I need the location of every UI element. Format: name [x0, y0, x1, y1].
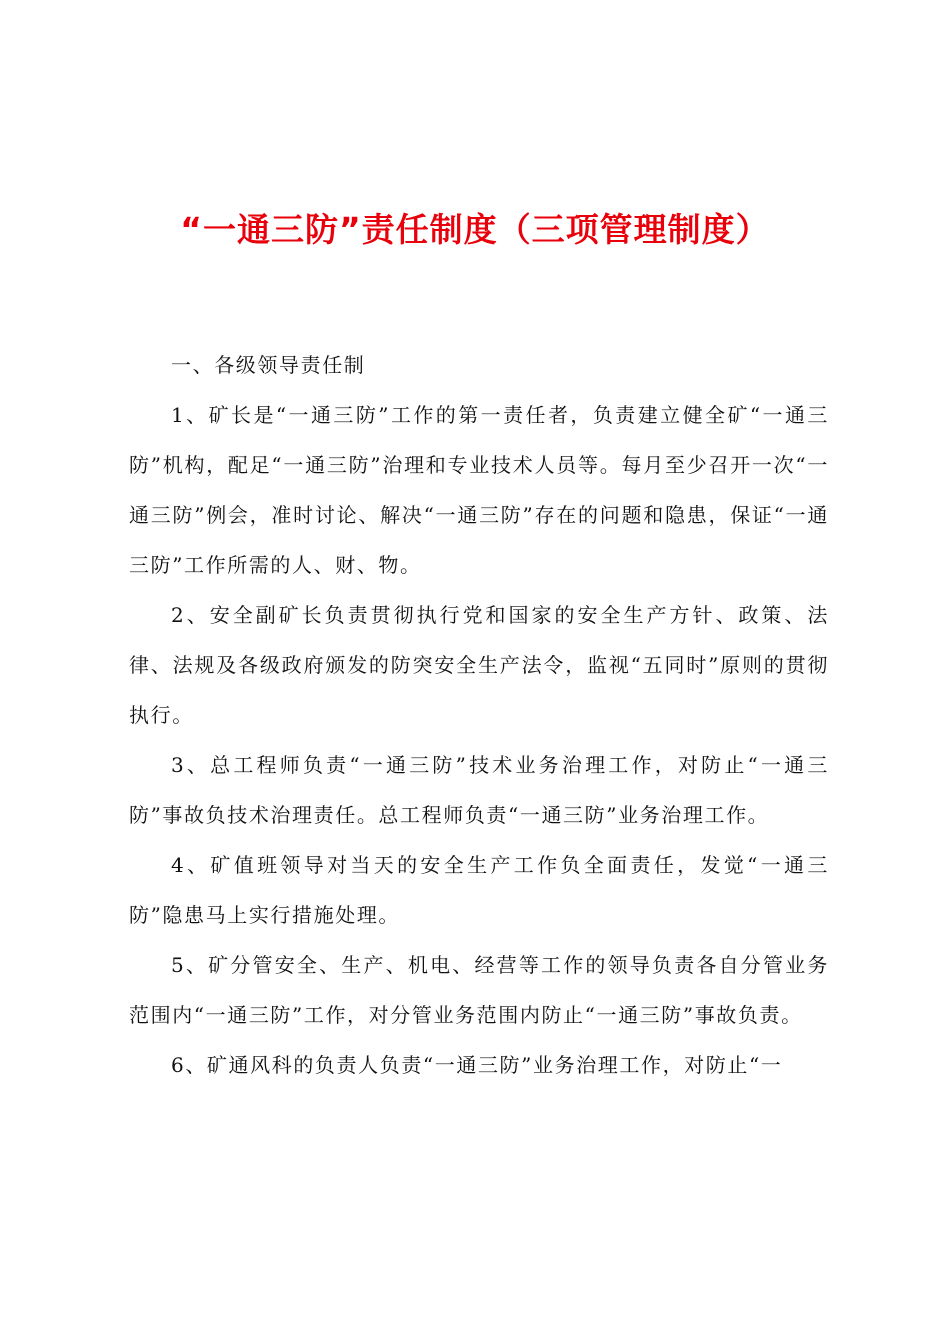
section-heading: 一、各级领导责任制 [171, 353, 366, 377]
paragraph-5: 5、矿分管安全、生产、机电、经营等工作的领导负责各自分管业务范围内“一通三防”工作，对分管业务范围内防止“一通三防”事故负责。 [129, 953, 829, 1027]
paragraph-4: 4、矿值班领导对当天的安全生产工作负全面责任，发觉“一通三防”隐患马上实行措施处理。 [129, 853, 829, 927]
paragraph-6: 6、矿通风科的负责人负责“一通三防”业务治理工作，对防止“一 [171, 1053, 783, 1077]
paragraph-1: 1、矿长是“一通三防”工作的第一责任者，负责建立健全矿“一通三防”机构，配足“一通三防”治理和专业技术人员等。每月至少召开一次“一通三防”例会，准时讨论、解决“一通三防”存在的问题和隐患，保证“一通三防”工作所需的人、财、物。 [129, 403, 829, 577]
paragraph-3: 3、总工程师负责“一通三防”技术业务治理工作，对防止“一通三防”事故负技术治理责任。总工程师负责“一通三防”业务治理工作。 [129, 753, 829, 827]
document-title: “一通三防”责任制度（三项管理制度） [180, 210, 770, 249]
paragraph-2: 2、安全副矿长负责贯彻执行党和国家的安全生产方针、政策、法律、法规及各级政府颁发的防突安全生产法令，监视“五同时”原则的贯彻执行。 [129, 603, 829, 727]
document-body [129, 340, 829, 1090]
